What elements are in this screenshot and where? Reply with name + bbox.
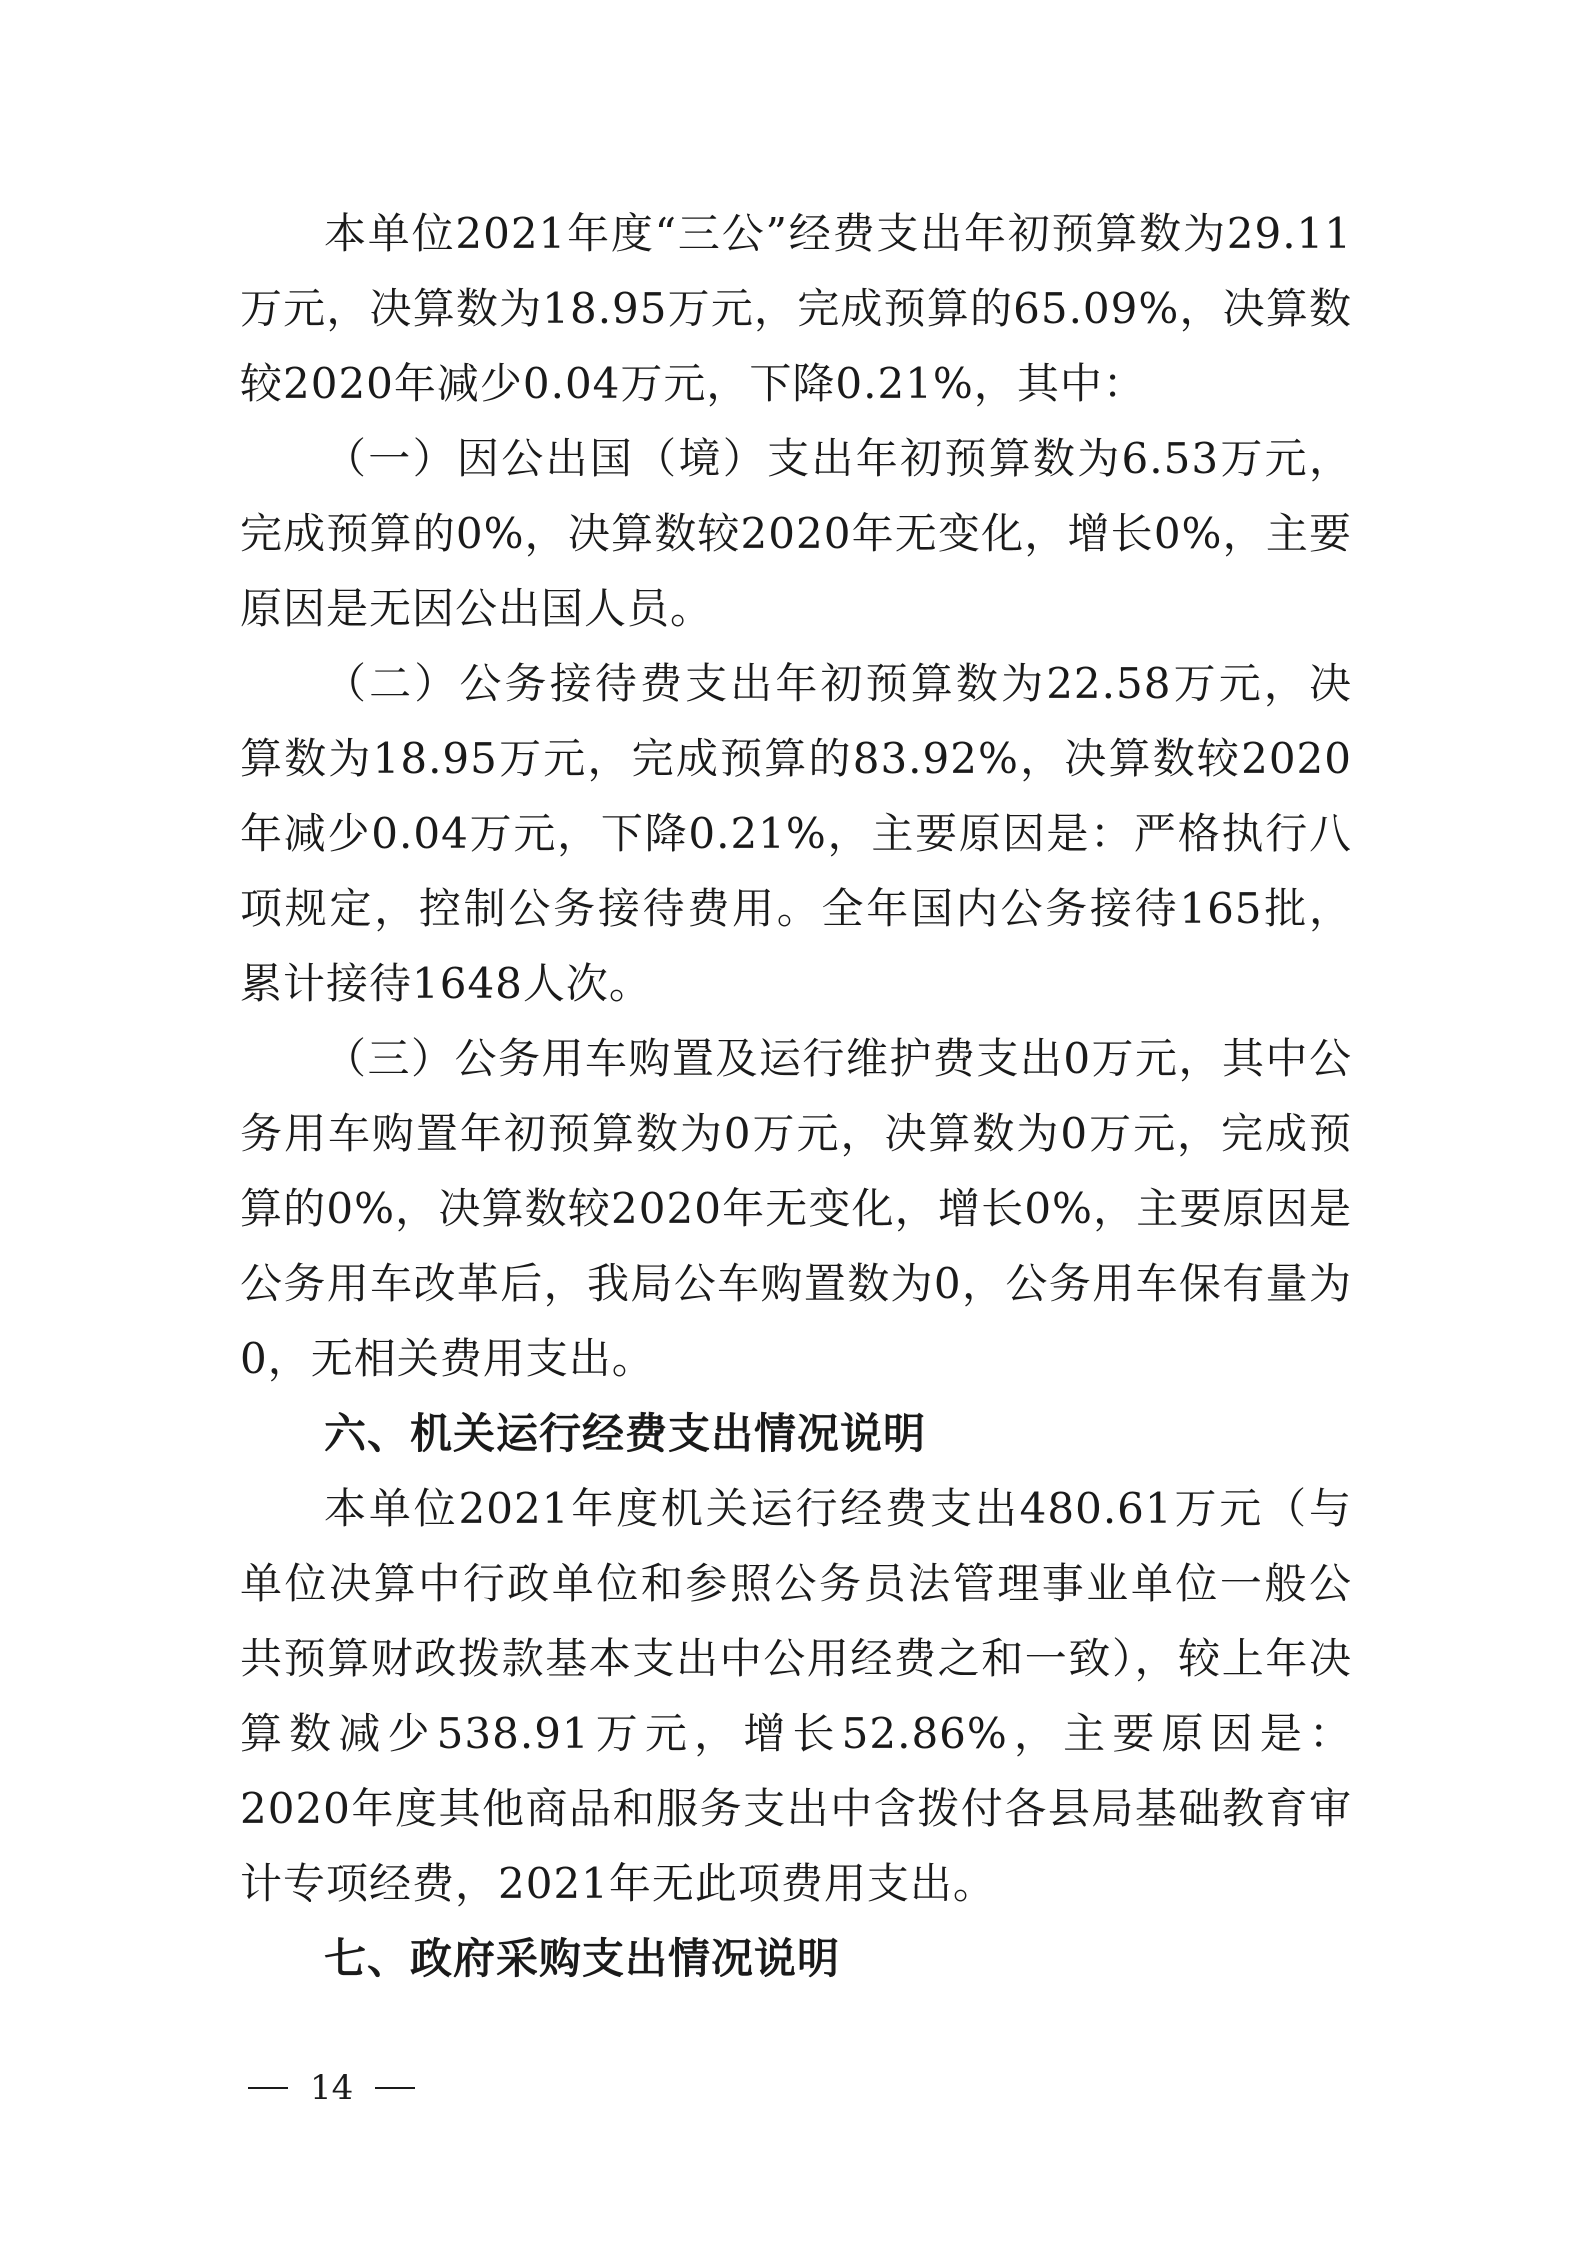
- page-number: 14: [310, 2068, 354, 2108]
- paragraph-official-vehicles: （三）公务用车购置及运行维护费支出0万元，其中公务用车购置年初预算数为0万元，决算数为0万元，完成预算的0%，决算数较2020年无变化，增长0%，主要原因是公务用车改革后，我局公车购置数为0，公务用车保有量为0，无相关费用支出。: [240, 1034, 1352, 1383]
- paragraph-operating-expenses: 本单位2021年度机关运行经费支出480.61万元（与单位决算中行政单位和参照公务员法管理事业单位一般公共预算财政拨款基本支出中公用经费之和一致），较上年决算数减少538.91万元，增长52.86%，主要原因是：2020年度其他商品和服务支出中含拨付各县局基础教育审计专项经费，2021年无此项费用支出。: [240, 1484, 1352, 1908]
- page-footer: [248, 2068, 415, 2108]
- section-heading-six: 六、机关运行经费支出情况说明: [324, 1409, 927, 1458]
- right-dash-divider: [375, 2087, 415, 2089]
- document-body: [240, 196, 1352, 1996]
- left-dash-divider: [248, 2087, 288, 2089]
- section-heading-seven: 七、政府采购支出情况说明: [324, 1934, 841, 1983]
- paragraph-overseas-travel: （一）因公出国（境）支出年初预算数为6.53万元，完成预算的0%，决算数较2020年无变化，增长0%，主要原因是无因公出国人员。: [240, 434, 1352, 633]
- paragraph-sangong-summary: 本单位2021年度“三公”经费支出年初预算数为29.11万元，决算数为18.95万元，完成预算的65.09%，决算数较2020年减少0.04万元，下降0.21%，其中：: [240, 209, 1352, 408]
- paragraph-official-reception: （二）公务接待费支出年初预算数为22.58万元，决算数为18.95万元，完成预算的83.92%，决算数较2020年减少0.04万元，下降0.21%，主要原因是：严格执行八项规定，控制公务接待费用。全年国内公务接待165批，累计接待1648人次。: [240, 659, 1352, 1008]
